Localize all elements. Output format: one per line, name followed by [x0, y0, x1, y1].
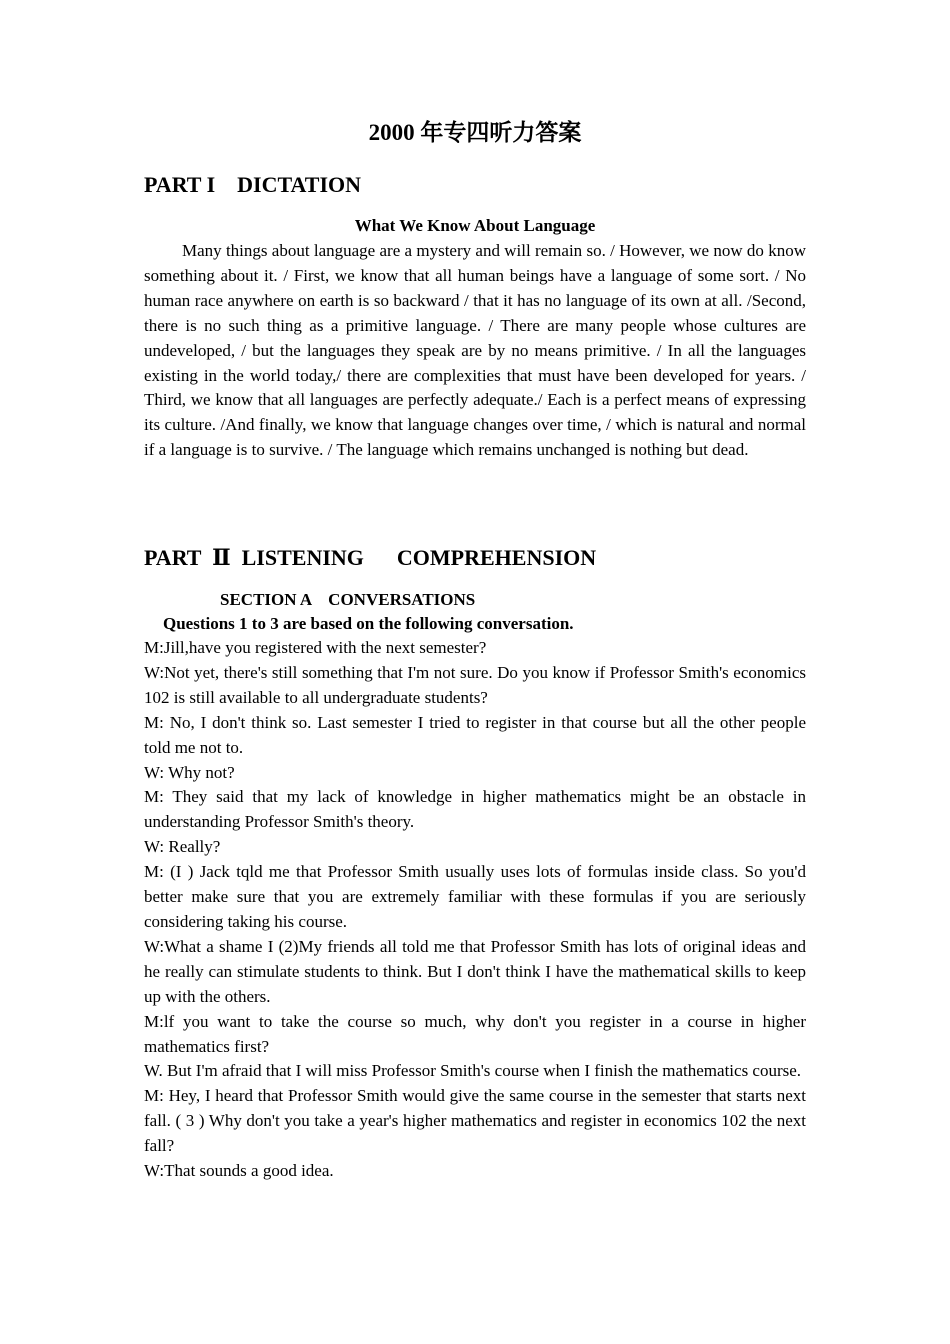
conversation-turn: W. But I'm afraid that I will miss Professor Smith's course when I finish the mathematics course. [144, 1061, 802, 1081]
conversation-turn: M: (I ) Jack tqld me that Professor Smith usually uses lots of formulas inside class. So you'd better make sure that you are extremely familiar with these formulas if you are seriously considering taking his course. [144, 862, 806, 931]
section-a-heading: SECTION A CONVERSATIONS [220, 590, 476, 609]
conversation-turn: W: Really? [144, 837, 221, 857]
dictation-text: Many things about language are a mystery and will remain so. / However, we now do know something about it. / First, we know that all human beings have a language of some sort. / No human race anywhere on earth is so backward / that it has no language of its own at all. /Second, there is no such thing as a primitive language. / There are many people whose cultures are undeveloped, / but the languages they speak are by no means primitive. / In all the languages existing in the world today,/ there are complexities that must have been developed for years. / Third, we know that all languages are perfectly adequate./ Each is a perfect means of expressing its culture. /And finally, we know that language changes over time, / which is natural and normal if a language is to survive. / The language which remains unchanged is nothing but dead. [144, 241, 806, 460]
conversation-turn: W:Not yet, there's still something that I'm not sure. Do you know if Professor Smith's economics 102 is still available to all undergraduate students? [144, 662, 806, 707]
questions-instruction: Questions 1 to 3 are based on the following conversation. [163, 614, 574, 633]
conversation-turn: W:That sounds a good idea. [144, 1161, 334, 1181]
conversation-turn: M:lf you want to take the course so much, why don't you register in a course in higher mathematics first? [144, 1011, 806, 1056]
dictation-title: What We Know About Language [354, 216, 596, 235]
conversation-turn: M: They said that my lack of knowledge in higher mathematics might be an obstacle in understanding Professor Smith's theory. [144, 787, 806, 832]
conversation-transcript [144, 636, 806, 1184]
conversation-turn: M: No, I don't think so. Last semester I tried to register in that course but all the other people told me not to. [144, 712, 806, 757]
conversation-turn: W:What a shame I (2)My friends all told me that Professor Smith has lots of original ideas and he really can stimulate students to think. But I don't think I have the mathematical skills to keep up with the others. [144, 936, 806, 1006]
document-title: 2000 年专四听力答案 [368, 120, 582, 145]
conversation-turn: M: Hey, I heard that Professor Smith would give the same course in the semester that starts next fall. ( 3 ) Why don't you take a year's higher mathematics and register in economics 102 the next fall? [144, 1086, 806, 1156]
part-2-heading: PART Ⅱ LISTENING COMPREHENSION [144, 545, 597, 570]
part-1-heading: PART I DICTATION [144, 172, 362, 197]
conversation-turn: M:Jill,have you registered with the next semester? [144, 638, 487, 657]
conversation-turn: W: Why not? [144, 762, 235, 782]
